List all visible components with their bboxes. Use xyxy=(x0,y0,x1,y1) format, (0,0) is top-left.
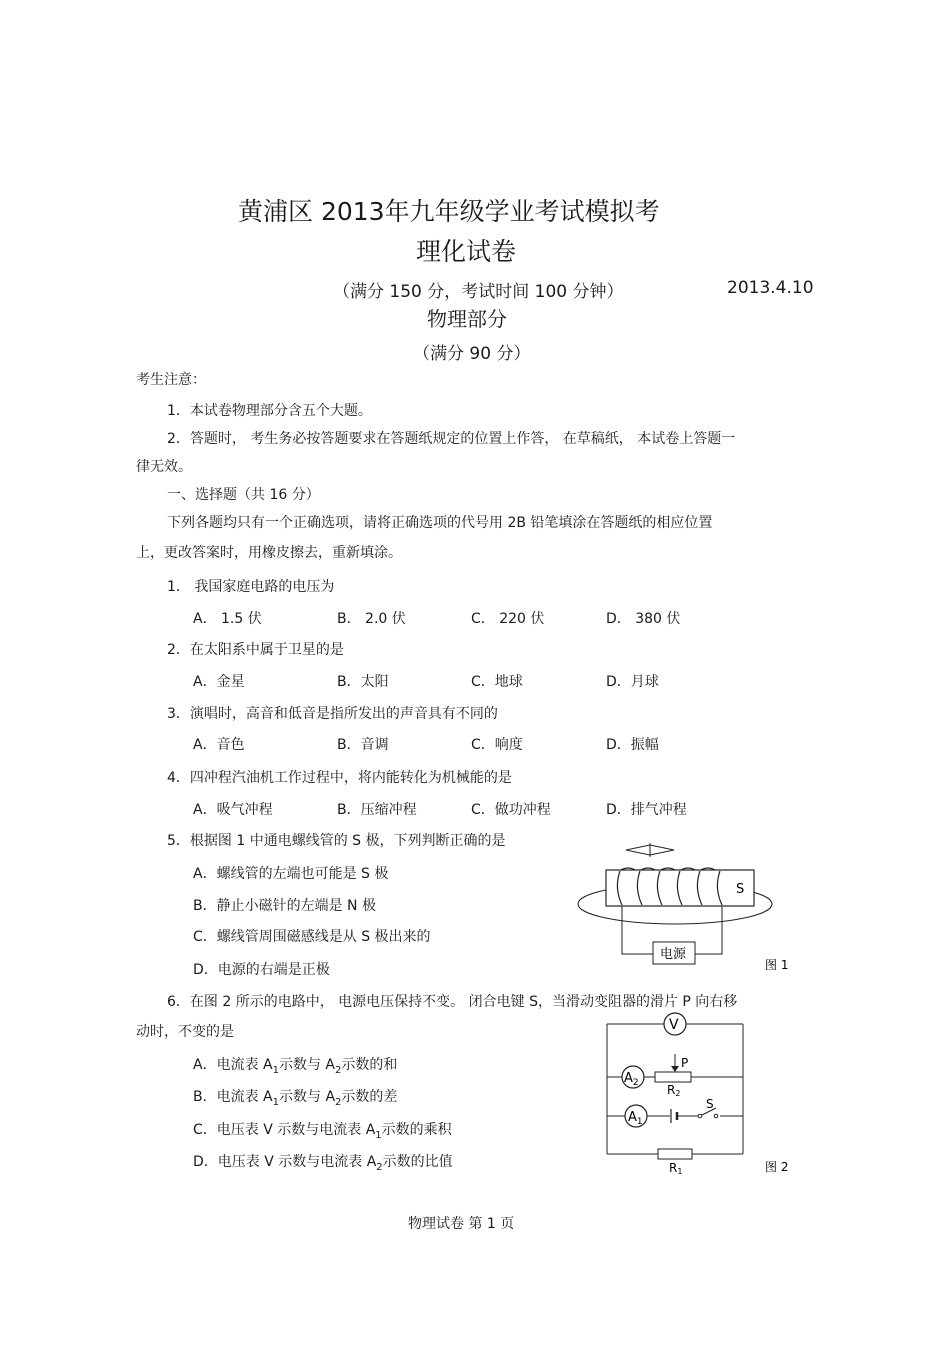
question-1-option-d: D． 380 伏 xyxy=(606,611,681,627)
figure-1-solenoid xyxy=(570,838,800,978)
question-2-stem: 2．在太阳系中属于卫星的是 xyxy=(167,642,344,658)
question-4-option-d: D．排气冲程 xyxy=(606,802,687,818)
question-1-option-b: B． 2.0 伏 xyxy=(337,611,406,627)
question-5-option-c: C．螺线管周围磁感线是从 S 极出来的 xyxy=(193,929,431,945)
figure-2-caption: 图 2 xyxy=(765,1160,789,1174)
fig2-s-label: S xyxy=(706,1097,714,1111)
question-2-option-c: C．地球 xyxy=(471,674,523,690)
figure-1-caption: 图 1 xyxy=(765,958,789,972)
fig2-a1-label: $A_1$ xyxy=(628,1110,643,1127)
question-4-stem: 4．四冲程汽油机工作过程中，将内能转化为机械能的是 xyxy=(167,770,512,786)
question-5-stem: 5．根据图 1 中通电螺线管的 S 极，下列判断正确的是 xyxy=(167,833,506,849)
question-5-option-d: D．电源的右端是正极 xyxy=(193,962,330,978)
notice-heading: 考生注意： xyxy=(136,372,206,388)
question-3-stem: 3．演唱时，高音和低音是指所发出的声音具有不同的 xyxy=(167,706,498,722)
fig2-v-label: V xyxy=(669,1017,679,1033)
exam-date: 2013.4.10 xyxy=(727,278,814,298)
exam-info: （满分 150 分，考试时间 100 分钟） xyxy=(333,282,624,302)
question-6-stem-cont: 动时，不变的是 xyxy=(136,1024,234,1040)
question-6-option-d: D．电压表 V 示数与电流表 $A_2$示数的比值 xyxy=(193,1154,453,1173)
fig1-power-label: 电源 xyxy=(660,947,687,962)
question-2-option-b: B．太阳 xyxy=(337,674,389,690)
fig1-s-label: S xyxy=(736,882,745,897)
question-1-option-a: A． 1.5 伏 xyxy=(193,611,262,627)
question-4-option-b: B．压缩冲程 xyxy=(337,802,417,818)
notice-item-2-cont: 律无效。 xyxy=(136,459,192,475)
page-footer: 物理试卷 第 1 页 xyxy=(408,1216,515,1232)
fig2-p-label: P xyxy=(681,1056,689,1070)
notice-item-2: 2．答题时， 考生务必按答题要求在答题纸规定的位置上作答， 在草稿纸， 本试卷上答题一 xyxy=(167,431,736,447)
part1-heading: 一、选择题（共 16 分） xyxy=(167,487,320,503)
question-5-option-b: B．静止小磁针的左端是 N 极 xyxy=(193,898,376,914)
section-title: 物理部分 xyxy=(427,307,507,331)
part1-instructions-cont: 上，更改答案时，用橡皮擦去，重新填涂。 xyxy=(136,545,402,561)
question-5-option-a: A．螺线管的左端也可能是 S 极 xyxy=(193,866,389,882)
question-6-option-a: A．电流表 $A_1$示数与 $A_2$示数的和 xyxy=(193,1057,398,1076)
section-score: （满分 90 分） xyxy=(413,344,531,364)
exam-title: 黄浦区 2013年九年级学业考试模拟考 xyxy=(238,197,660,226)
figure-2-circuit xyxy=(600,1010,805,1178)
question-6-option-b: B．电流表 $A_1$示数与 $A_2$示数的差 xyxy=(193,1089,398,1108)
fig2-a2-label: $A_2$ xyxy=(624,1071,639,1088)
fig2-r1-label: R1 xyxy=(669,1161,683,1176)
slider-arrow-icon xyxy=(671,1066,679,1072)
question-3-option-d: D．振幅 xyxy=(606,737,659,753)
part1-instructions: 下列各题均只有一个正确选项，请将正确选项的代号用 2B 铅笔填涂在答题纸的相应位置 xyxy=(167,515,713,531)
notice-item-1: 1．本试卷物理部分含五个大题。 xyxy=(167,403,372,419)
question-6-stem: 6．在图 2 所示的电路中， 电源电压保持不变。 闭合电键 S，当滑动变阻器的滑片 P 向右移 xyxy=(167,994,738,1010)
question-2-option-a: A．金星 xyxy=(193,674,245,690)
question-3-option-c: C．响度 xyxy=(471,737,523,753)
question-4-option-a: A．吸气冲程 xyxy=(193,802,273,818)
question-1-stem: 1． 我国家庭电路的电压为 xyxy=(167,579,335,595)
paper-subtitle: 理化试卷 xyxy=(416,237,517,266)
fig2-r2-label: R2 xyxy=(667,1083,681,1098)
question-1-option-c: C． 220 伏 xyxy=(471,611,545,627)
question-3-option-b: B．音调 xyxy=(337,737,389,753)
question-6-option-c: C．电压表 V 示数与电流表 $A_1$示数的乘积 xyxy=(193,1122,452,1141)
question-2-option-d: D．月球 xyxy=(606,674,659,690)
compass-needle-icon xyxy=(626,843,674,857)
question-4-option-c: C．做功冲程 xyxy=(471,802,551,818)
question-3-option-a: A．音色 xyxy=(193,737,245,753)
